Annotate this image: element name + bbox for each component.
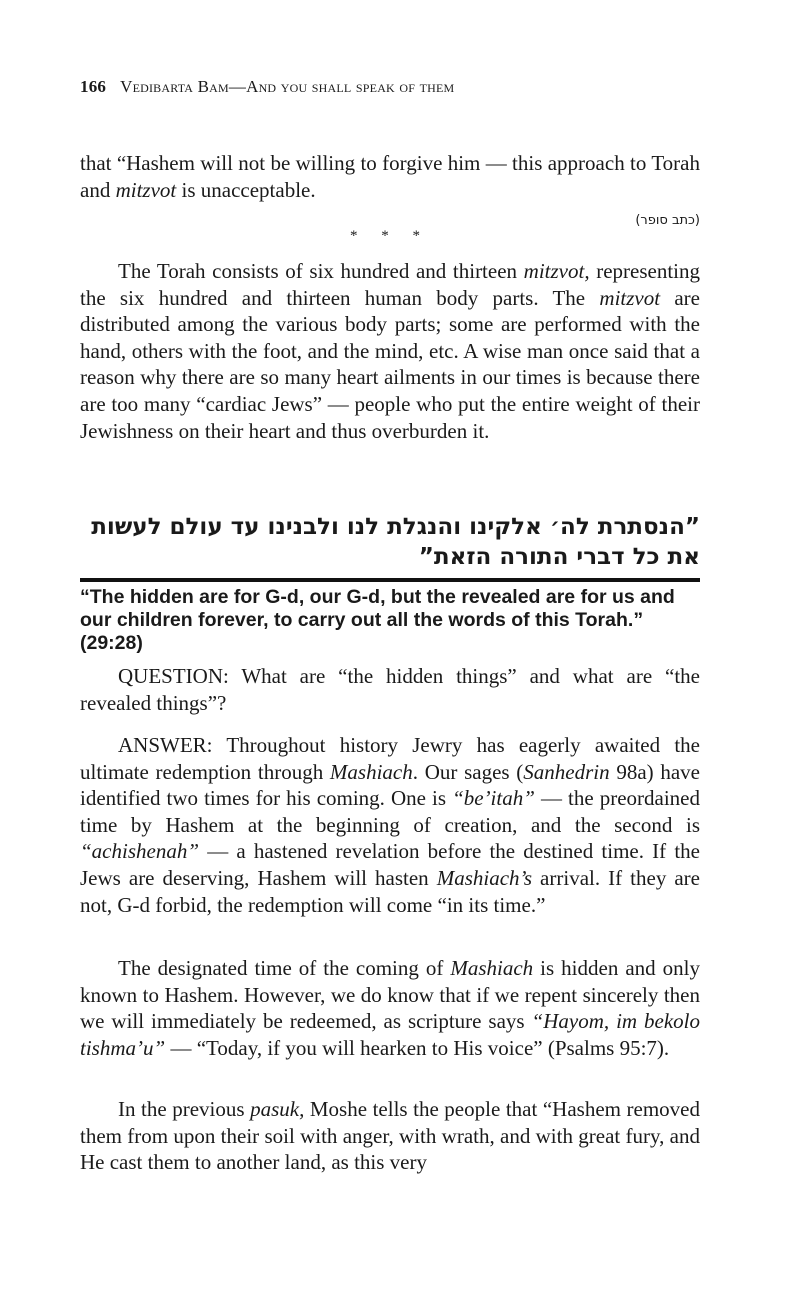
italic-term: pasuk, [250,1097,305,1121]
mitzvot-section [80,258,700,444]
text-run: is hidden and only known to Hashem. However, we do know that if we repent sincerely then we will immediately be redeemed, as scripture says [80,956,700,1034]
text-run: — “Today, if you will hearken to His voice” (Psalms 95:7). [165,1035,670,1060]
body-paragraph [80,258,700,444]
previous-pasuk-block [80,1096,700,1176]
text-run: arrival. If they are not, G-d forbid, the redemption will come “in its time.” [80,865,700,917]
italic-term: Mashiach [329,759,413,784]
italic-term: “be’itah” [452,786,535,811]
body-paragraph [80,955,700,1061]
italic-term: Mashiach’s [436,865,533,890]
heading-divider [80,578,700,582]
italic-term: Sanhedrin [523,759,610,784]
section-separator: * * * [350,228,430,245]
verse-heading-block [80,512,700,655]
italic-term: Mashiach [450,956,534,980]
hebrew-verse-heading: ”הנסתרת לה׳ אלקינו והנגלת לנו ולבנינו עד עולם לעשות את כל דברי התורה הזאת” [91,514,700,570]
page-number: 166 [80,77,107,96]
text-run: — a hastened revelation before the destined time. If the Jews are deserving, Hashem will hasten [80,839,700,890]
question-paragraph: QUESTION: What are “the hidden things” and what are “the revealed things”? [80,664,700,715]
section-continuation [80,150,700,245]
italic-term: mitzvot [115,177,177,202]
answer-block [80,732,700,918]
text-run: representing the six hundred and thirteen human body parts. The [80,259,700,310]
italic-term: mitzvot, [523,259,590,283]
designated-time-block [80,955,700,1061]
text-run: Moshe tells the people that “Hashem removed them from upon their soil with anger, with wrath, and with great fury, and He cast them to another land, as this very [80,1097,700,1175]
text-run: . Our sages ( [412,759,524,784]
italic-term: “Hayom, im bekolo tishma’u” [80,1009,701,1060]
text-run: ANSWER: Throughout history Jewry has eagerly awaited the ultimate redemption through [80,733,700,784]
italic-term: mitzvot [599,285,661,310]
question-block [80,663,700,716]
text-run: that “Hashem will not be willing to forgive him — this approach to Torah and [80,151,700,202]
answer-paragraph [80,732,700,918]
text-run: 98a) have identified two times for his coming. One is [80,759,700,811]
text-run: The Torah consists of six hundred and thirteen [118,259,524,283]
body-paragraph [80,1096,700,1176]
text-run: are distributed among the various body parts; some are performed with the hand, others with the foot, and the mind, etc. A wise man once said that a reason why there are so many heart ailments in our times is because there are too many “cardiac Jews” — people who put the entire weight of their Jewishness on their heart and thus overburden it. [80,285,700,443]
text-run: In the previous [118,1097,251,1121]
running-title: Vedibarta Bam—And you shall speak of them [120,77,455,96]
running-header [80,77,454,97]
text-run: — the preordained time by Hashem at the beginning of creation, and the second is [80,786,700,837]
italic-term: “achishenah” [80,839,200,864]
text-run: The designated time of the coming of [118,956,451,980]
english-verse-heading: “The hidden are for G-d, our G-d, but the revealed are for us and our children forever, to carry out all the words of this Torah.” (29:28) [80,586,675,654]
continuation-paragraph [80,150,700,203]
text-run: is unacceptable. [176,177,316,202]
source-citation: (כתב סופר) [635,213,700,229]
